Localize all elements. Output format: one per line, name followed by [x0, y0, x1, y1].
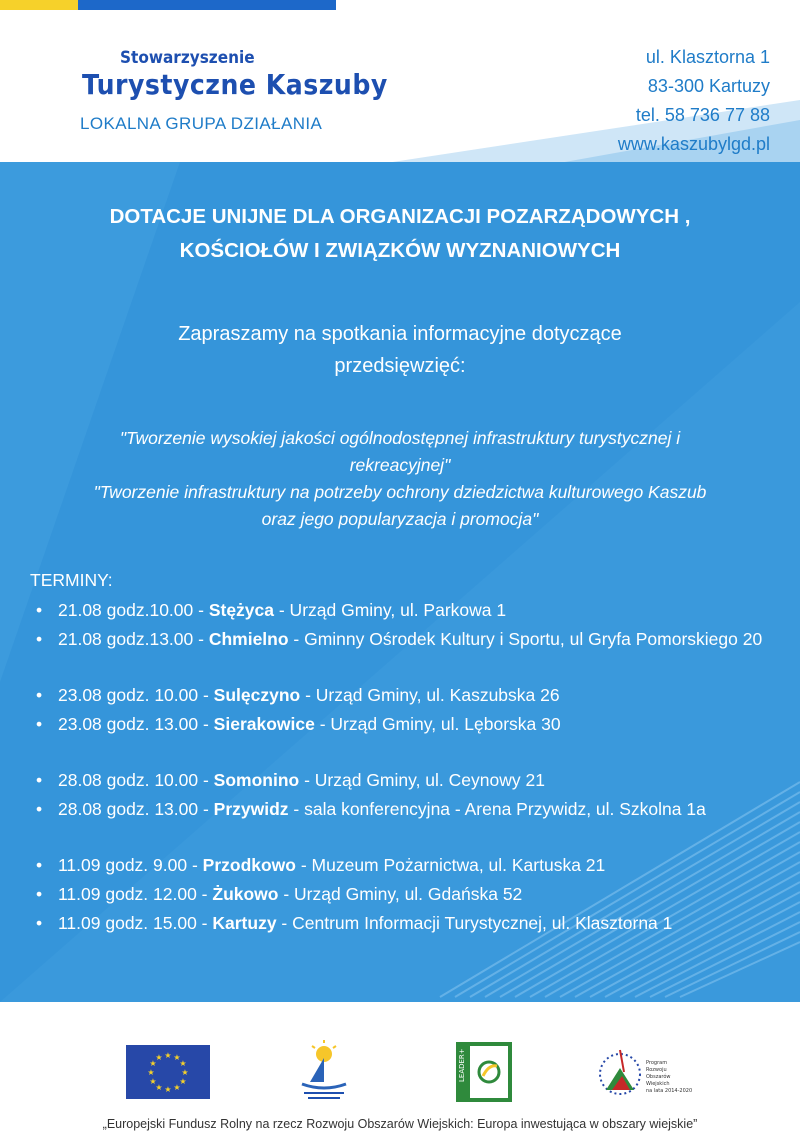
terms-list	[30, 596, 790, 938]
term-item: • 23.08 godz. 10.00 - Sulęczyno - Urząd Gminy, ul. Kaszubska 26	[30, 681, 790, 710]
term-item: • 28.08 godz. 13.00 - Przywidz - sala konferencyjna - Arena Przywidz, ul. Szkolna 1a	[30, 795, 790, 824]
svg-text:Program: Program	[646, 1060, 668, 1066]
term-item: • 11.09 godz. 9.00 - Przodkowo - Muzeum Pożarnictwa, ul. Kartuska 21	[30, 851, 790, 880]
svg-text:★: ★	[149, 1077, 157, 1086]
svg-text:★: ★	[179, 1059, 187, 1068]
svg-text:★: ★	[179, 1077, 187, 1086]
term-item: • 11.09 godz. 15.00 - Kartuzy - Centrum Informacji Turystycznej, ul. Klasztorna 1	[30, 909, 790, 938]
svg-text:na lata 2014-2020: na lata 2014-2020	[646, 1088, 693, 1094]
quote1-line1: "Tworzenie wysokiej jakości ogólnodostępnej infrastruktury turystycznej i	[119, 428, 681, 448]
logo-line1: Stowarzyszenie	[120, 48, 255, 68]
footer	[0, 1012, 800, 1131]
project-quotes	[0, 425, 800, 533]
logo-line2: Turystyczne Kaszuby	[82, 68, 388, 101]
terms-label: TERMINY:	[30, 570, 113, 590]
main-content	[0, 162, 800, 1002]
svg-text:★: ★	[155, 1053, 163, 1062]
term-item: • 28.08 godz. 10.00 - Somonino - Urząd Gminy, ul. Ceynowy 21	[30, 766, 790, 795]
top-yellow-stripe	[0, 0, 78, 10]
term-item: • 23.08 godz. 13.00 - Sierakowice - Urząd Gminy, ul. Lęborska 30	[30, 710, 790, 739]
term-item: • 11.09 godz. 12.00 - Żukowo - Urząd Gminy, ul. Gdańska 52	[30, 880, 790, 909]
quote2-line1: "Tworzenie infrastruktury na potrzeby ochrony dziedzictwa kulturowego Kaszub	[93, 482, 707, 502]
title-line1: DOTACJE UNIJNE DLA ORGANIZACJI POZARZĄDOWYCH ,	[109, 205, 691, 228]
svg-text:Obszarów: Obszarów	[646, 1074, 671, 1080]
svg-text:LEADER+: LEADER+	[458, 1048, 466, 1082]
svg-text:★: ★	[147, 1068, 155, 1077]
svg-text:Wiejskich: Wiejskich	[646, 1081, 670, 1087]
kaszuby-logo-icon	[296, 1038, 352, 1104]
svg-text:★: ★	[173, 1083, 181, 1092]
leader-logo-icon	[456, 1042, 512, 1102]
svg-text:★: ★	[164, 1085, 172, 1094]
prow-logo-icon	[598, 1046, 708, 1100]
footer-note: „Europejski Fundusz Rolny na rzecz Rozwoju Obszarów Wiejskich: Europa inwestująca w obszary wiejskie”	[102, 1117, 698, 1131]
svg-text:★: ★	[173, 1053, 181, 1062]
svg-text:★: ★	[149, 1059, 157, 1068]
logo-line3: LOKALNA GRUPA DZIAŁANIA	[80, 114, 323, 133]
svg-text:Rozwoju: Rozwoju	[646, 1067, 667, 1073]
main-title	[0, 200, 800, 268]
term-item: • 21.08 godz.13.00 - Chmielno - Gminny Ośrodek Kultury i Sportu, ul Gryfa Pomorskiego 20	[30, 625, 790, 654]
header	[0, 10, 800, 170]
term-item: • 21.08 godz.10.00 - Stężyca - Urząd Gminy, ul. Parkowa 1	[30, 596, 790, 625]
svg-text:★: ★	[181, 1068, 189, 1077]
address-street: ul. Klasztorna 1	[645, 47, 770, 67]
phone: tel. 58 736 77 88	[635, 105, 770, 125]
quote2-line2: oraz jego popularyzacja i promocja"	[261, 509, 539, 529]
address-city: 83-300 Kartuzy	[647, 76, 770, 96]
svg-text:★: ★	[155, 1083, 163, 1092]
website-link[interactable]: www.kaszubylgd.pl	[617, 134, 770, 154]
top-blue-stripe	[78, 0, 336, 10]
title-line2: KOŚCIOŁÓW I ZWIĄZKÓW WYZNANIOWYCH	[179, 239, 621, 262]
contact-block	[618, 43, 770, 159]
eu-flag-icon	[126, 1045, 210, 1099]
invitation	[0, 318, 800, 382]
invite-line2: przedsięwzięć:	[334, 355, 466, 377]
quote1-line2: rekreacyjnej"	[349, 455, 451, 475]
invite-line1: Zapraszamy na spotkania informacyjne dotyczące	[178, 323, 622, 345]
svg-text:★: ★	[164, 1051, 172, 1060]
